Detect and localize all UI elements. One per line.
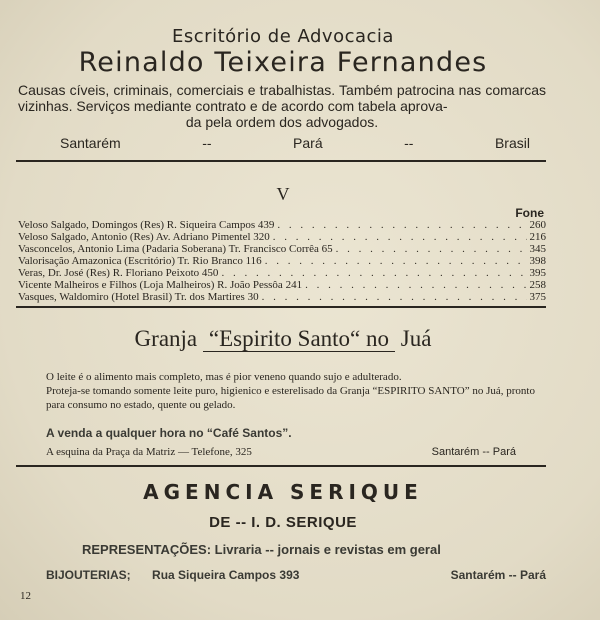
agency-owner: DE -- I. D. SERIQUE xyxy=(209,514,357,531)
dot-leader xyxy=(305,279,526,291)
section-divider xyxy=(16,306,546,308)
directory-entry xyxy=(18,291,546,303)
entry-name: Vicente Malheiros e Filhos (Loja Malheiros) R. João Pessôa 241 xyxy=(18,279,303,291)
directory-entry xyxy=(18,231,546,243)
granja-address: A esquina da Praça da Matriz — Telefone, 325 xyxy=(46,446,252,458)
location-state: Pará xyxy=(293,135,323,151)
entry-name: Veras, Dr. José (Res) R. Floriano Peixoto 450 xyxy=(18,267,219,279)
bijouterias-label: BIJOUTERIAS; xyxy=(46,568,131,582)
granja-city: Santarém -- Pará xyxy=(431,446,516,458)
granja-paragraph-1: O leite é o alimento mais completo, mas é pior veneno quando sujo e adulterado. xyxy=(46,371,402,383)
granja-address-row xyxy=(46,446,546,458)
dot-leader xyxy=(262,291,527,303)
directory-entry xyxy=(18,279,546,291)
dot-leader xyxy=(221,267,526,279)
entry-phone: 258 xyxy=(529,279,546,291)
entry-phone: 395 xyxy=(529,267,546,279)
entry-phone: 375 xyxy=(529,291,546,303)
page-number: 12 xyxy=(20,590,31,602)
agency-city: Santarém -- Pará xyxy=(450,568,546,582)
law-office-blurb xyxy=(18,82,546,130)
entry-phone: 345 xyxy=(529,243,546,255)
granja-sale-line: A venda a qualquer hora no “Café Santos”. xyxy=(46,426,292,440)
dot-leader xyxy=(336,243,527,255)
phone-column-header: Fone xyxy=(515,206,544,220)
granja-title-name: “Espirito Santo“ no xyxy=(203,326,395,352)
location-separator: -- xyxy=(202,135,212,151)
entry-name: Vasconcelos, Antonio Lima (Padaria Soberana) Tr. Francisco Corrêa 65 xyxy=(18,243,333,255)
section-divider xyxy=(16,160,546,162)
blurb-line-3: da pela ordem dos advogados. xyxy=(185,114,379,130)
location-separator: -- xyxy=(404,135,414,151)
entry-name: Valorisação Amazonica (Escritório) Tr. Rio Branco 116 xyxy=(18,255,262,267)
entry-phone: 216 xyxy=(529,231,546,243)
section-divider xyxy=(16,465,546,467)
directory-entry xyxy=(18,243,546,255)
location-country: Brasil xyxy=(494,135,530,151)
granja-ad-title xyxy=(18,326,548,352)
agency-address: Rua Siqueira Campos 393 xyxy=(152,568,300,582)
directory-letter: V xyxy=(276,184,290,204)
agency-bijouterias-row xyxy=(46,568,546,582)
directory-list xyxy=(18,219,546,303)
dot-leader xyxy=(273,231,527,243)
directory-entry xyxy=(18,219,546,231)
entry-name: Vasques, Waldomiro (Hotel Brasil) Tr. dos Martires 30 xyxy=(18,291,259,303)
granja-title-end: Juá xyxy=(400,326,432,351)
blurb-line-1: Causas cíveis, criminais, comerciais e trabalhistas. Também patrocina nas xyxy=(18,82,482,98)
granja-ad-text xyxy=(46,370,546,412)
agency-name: AGENCIA SERIQUE xyxy=(143,480,423,504)
lawyer-name: Reinaldo Teixeira Fernandes xyxy=(78,47,488,78)
granja-title-start: Granja xyxy=(134,326,198,351)
dot-leader xyxy=(277,219,526,231)
entry-name: Veloso Salgado, Antonio (Res) Av. Adriano Pimentel 320 xyxy=(18,231,270,243)
location-row xyxy=(60,135,530,151)
office-label: Escritório de Advocacia xyxy=(172,26,394,47)
granja-paragraph-2: Proteja-se tomando somente leite puro, higienico e esterelisado da Granja “ESPIRITO SANTO” no Juá, pronto para consumo no estado, quente ou gelado. xyxy=(46,385,535,411)
directory-entry xyxy=(18,255,546,267)
directory-entry xyxy=(18,267,546,279)
entry-phone: 260 xyxy=(529,219,546,231)
agency-representations: REPRESENTAÇÕES: Livraria -- jornais e revistas em geral xyxy=(82,542,441,557)
dot-leader xyxy=(265,255,527,267)
blurb-line-2: comarcas vizinhas. Serviços mediante contrato e de acordo com tabela aprova- xyxy=(18,82,547,114)
entry-phone: 398 xyxy=(529,255,546,267)
entry-name: Veloso Salgado, Domingos (Res) R. Siqueira Campos 439 xyxy=(18,219,275,231)
location-city: Santarém xyxy=(60,135,121,151)
